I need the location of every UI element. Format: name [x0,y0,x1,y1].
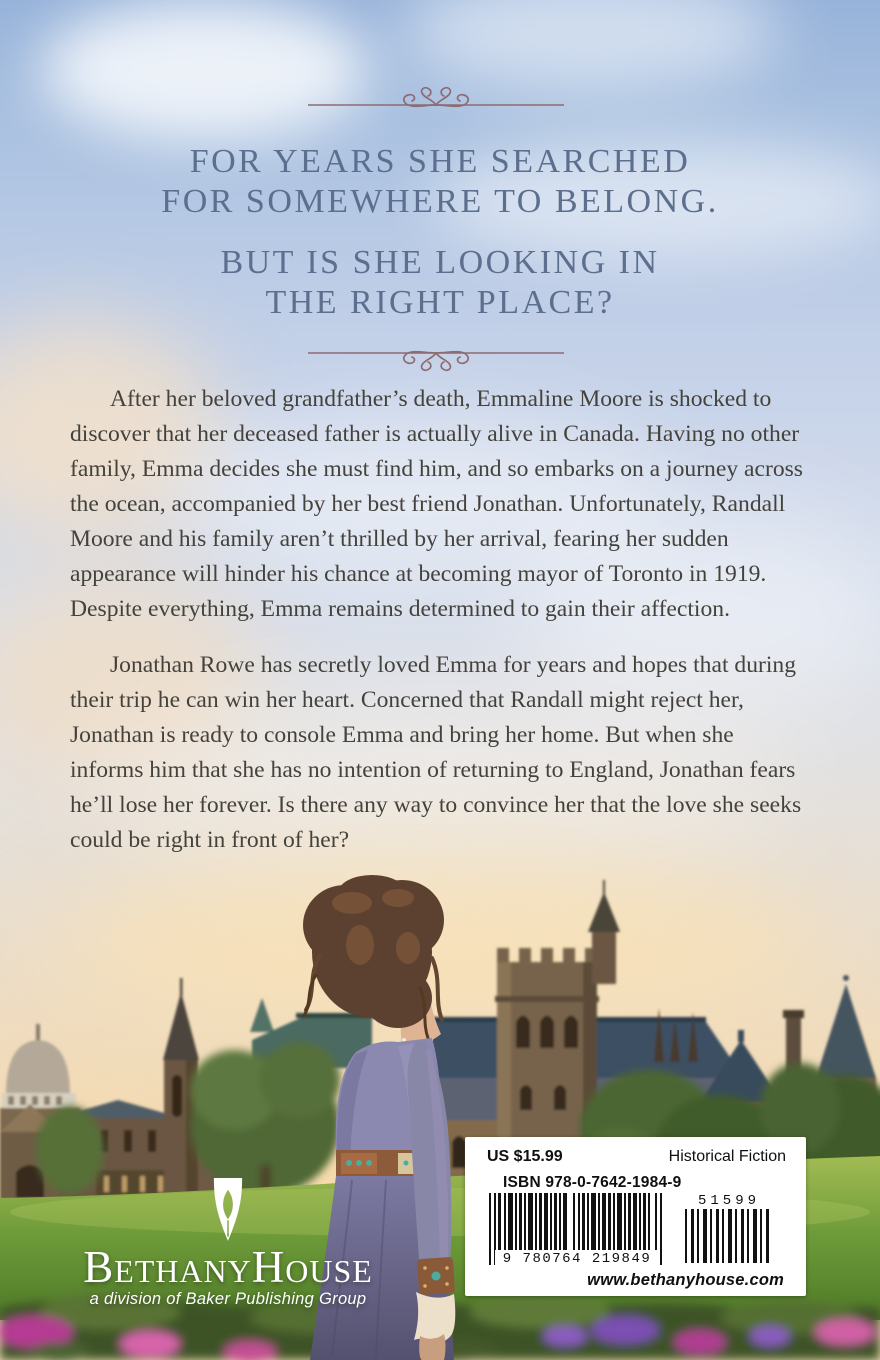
addon-barcode-bars [683,1209,775,1263]
genre-label: Historical Fiction [668,1148,786,1165]
addon-barcode [683,1193,775,1265]
publisher-tagline: a division of Baker Publishing Group [89,1290,367,1308]
synopsis-paragraph-1: After her beloved grandfather’s death, Emmaline Moore is shocked to discover that her deceased father is actually alive in Canada. Having no other family, Emma decides she must find him, and so embarks on a journey across the ocean, accompanied by her best friend Jonathan. Unfortunately, Randall Moore and his family aren’t thrilled by her arrival, fearing her sudden appearance will hinder his chance at becoming mayor of Toronto in 1919. Despite everything, Emma remains determined to gain their affection. [70,386,803,622]
ean-barcode [489,1193,665,1279]
barcode-top-row [487,1148,786,1166]
headline-line: BUT IS SHE LOOKING IN [220,244,660,281]
publisher-website: www.bethanyhouse.com [587,1271,784,1289]
headline-line: FOR SOMEWHERE TO BELONG. [161,183,719,220]
synopsis [70,382,812,879]
headline-block-2 [0,243,880,323]
pen-nib-leaf-icon [211,1178,245,1247]
ean-digits: 9 780764 219849 [495,1250,659,1268]
divider-ornament-top [306,84,566,116]
publisher-logo [56,1178,400,1309]
publisher-name: BethanyHouse [83,1242,373,1292]
headline-line: THE RIGHT PLACE? [265,284,615,321]
divider-ornament-bottom [306,342,566,374]
barcode-panel [465,1137,806,1296]
synopsis-paragraph-2: Jonathan Rowe has secretly loved Emma for years and hopes that during their trip he can win her heart. Concerned that Randall might reject her, Jonathan is ready to console Emma and bring her home. But when she informs him that she has no intention of returning to England, Jonathan fears he’ll lose her forever. Is there any way to convince her that the love she seeks could be right in front of her? [70,652,802,853]
headline-block-1 [0,142,880,222]
price-label: US $15.99 [487,1148,563,1165]
headline-line: FOR YEARS SHE SEARCHED [189,143,691,180]
isbn-label: ISBN 978-0-7642-1984-9 [503,1174,682,1191]
addon-digits: 51599 [697,1193,760,1209]
